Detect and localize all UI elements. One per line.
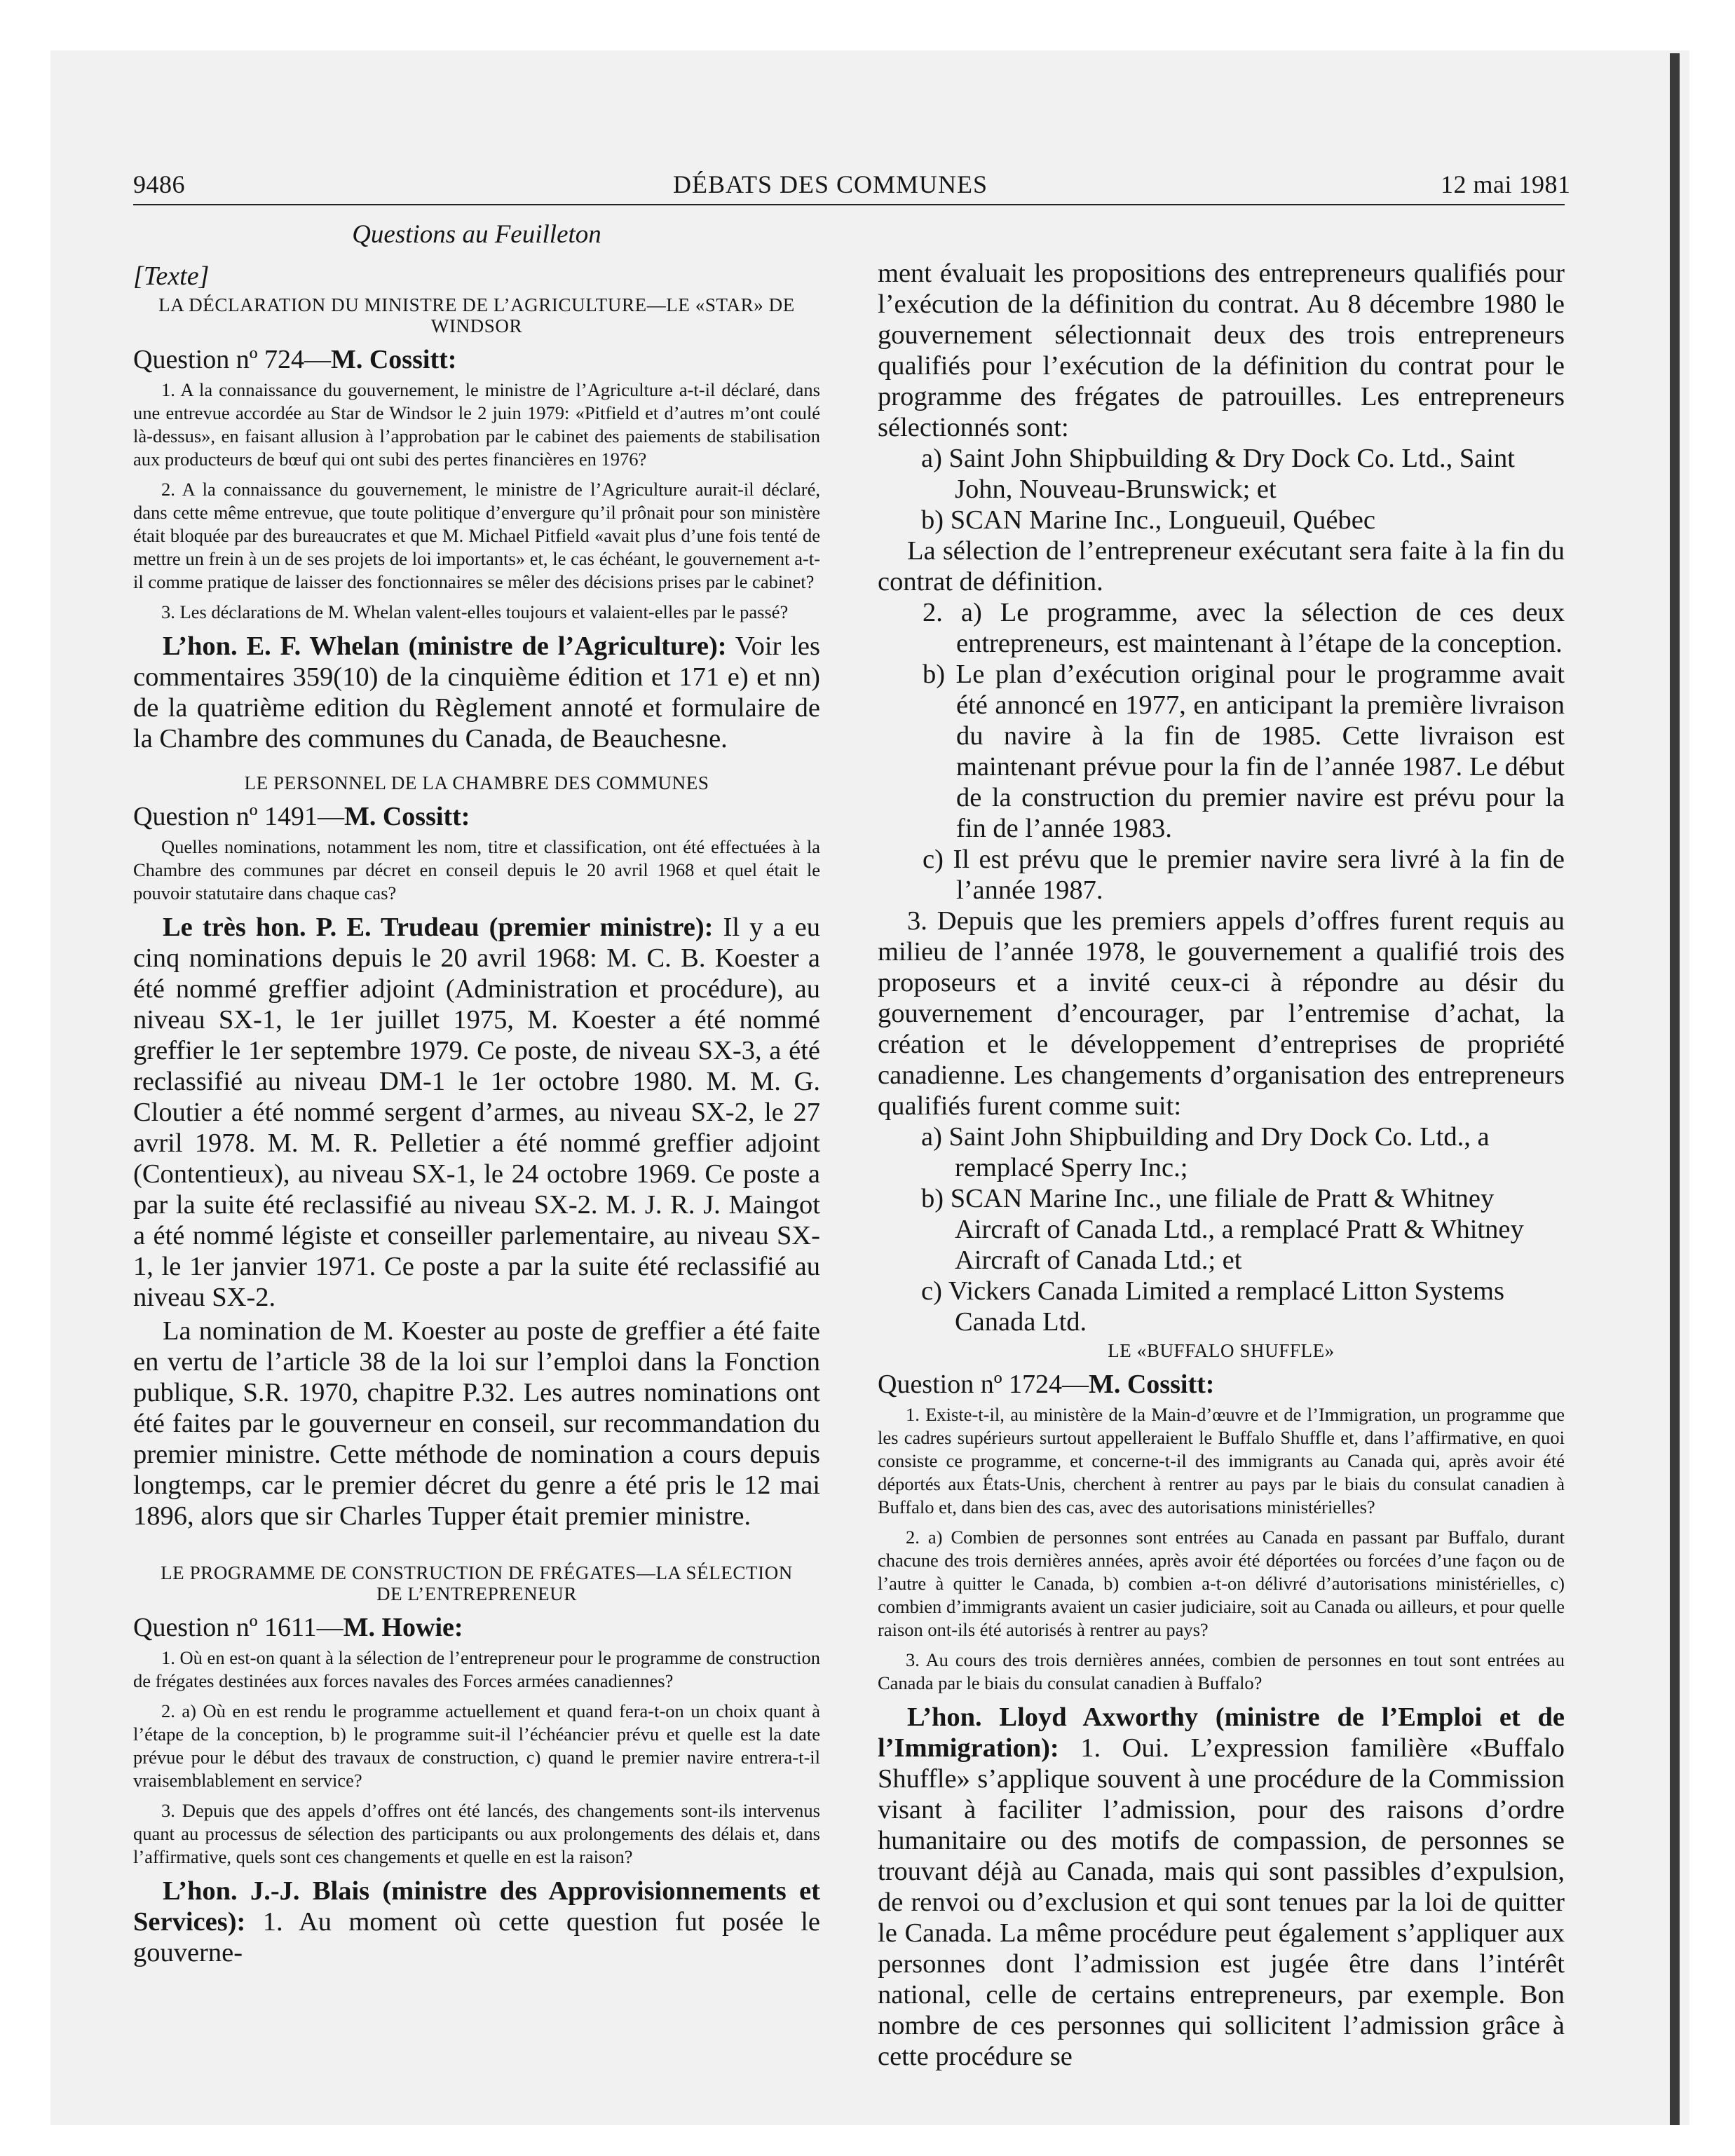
q1611-caption: LE PROGRAMME DE CONSTRUCTION DE FRÉGATES—LA SÉLECTION DE L’ENTREPRENEUR: [161, 1562, 793, 1604]
answer-3: 3. Depuis que les premiers appels d’offres furent requis au milieu de l’année 1978, le gouvernement a qualifié trois des proposeurs et a invité ceux-ci à répondre au désir du gouvernement d’encourager, par l’entremise d’achat, la création et le développement d’entreprises de propriété canadienne. Les changements d’organisation des entrepreneurs qualifiés furent comme suit:: [878, 906, 1565, 1121]
q1724-heading: Question nº 1724—M. Cossitt:: [878, 1370, 1215, 1399]
change-a: a) Saint John Shipbuilding and Dry Dock Co. Ltd., a remplacé Sperry Inc.;: [921, 1122, 1490, 1182]
running-title: DÉBATS DES COMMUNES: [673, 170, 988, 198]
selected-contractor-a: a) Saint John Shipbuilding & Dry Dock Co. Ltd., Saint John, Nouveau-Brunswick; et: [921, 444, 1515, 504]
answer-2b: b) Le plan d’exécution original pour le programme avait été annoncé en 1977, en anticipant la première livraison du navire à la fin de 1985. Cette livraison est maintenant prévue pour la fin de l’année 1987. Le début de la construction du premier navire est prévu pour la fin de l’année 1983.: [923, 660, 1565, 843]
q1491-answer: Le très hon. P. E. Trudeau (premier ministre): Il y a eu cinq nominations depuis le 20 avril 1968: M. C. B. Koester a été nommé greffier adjoint (Administration et procédure), au niveau SX-1, le 1er juillet 1975, M. Koester a été nommé greffier le 1er septembre 1979. Ce poste, de niveau SX-3, a été reclassifié au niveau DM-1 le 1er octobre 1980. M. M. G. Cloutier a été nommé sergent d’armes, au niveau SX-2, le 27 avril 1978. M. M. R. Pelletier a été nommé greffier adjoint (Contentieux), au niveau SX-1, le 24 octobre 1969. Ce poste a par la suite été reclassifié au niveau SX-2. M. J. R. J. Maingot a été nommé légiste et conseiller parlementaire, au niveau SX-1, le 1er janvier 1971. Ce poste a par la suite été reclassifié au niveau SX-2.: [133, 913, 820, 1312]
q1491-answer-continued: La nomination de M. Koester au poste de greffier a été faite en vertu de l’article 38 de la loi sur l’emploi dans la Fonction publique, S.R. 1970, chapitre P.32. Les autres nominations ont été faites par le gouverneur en conseil, sur recommandation du premier ministre. Cette méthode de nomination a cours depuis longtemps, car le premier décret du genre a été pris le 12 mai 1896, alors que sir Charles Tupper était premier ministre.: [133, 1316, 820, 1531]
q724-answer: L’hon. E. F. Whelan (ministre de l’Agriculture): Voir les commentaires 359(10) de la cinquième édition et 171 e) et nn) de la quatrième edition du Règlement annoté et formulaire de la Chambre des communes du Canada, de Beauchesne.: [133, 632, 820, 753]
q1724-part-3: 3. Au cours des trois dernières années, combien de personnes en tout sont entrées au Canada par le biais du consulat canadien à Buffalo?: [878, 1649, 1565, 1693]
q1611-part-2: 2. a) Où en est rendu le programme actuellement et quand fera-t-on un choix quant à l’étape de la conception, b) le programme suit-il l’échéancier prévu et quelle est la date prévue pour le début des travaux de construction, c) quand le premier navire entrera-t-il vraisemblablement en service?: [133, 1700, 820, 1791]
header-rule: [133, 204, 1565, 205]
page-number: 9486: [133, 170, 185, 198]
page-date: 12 mai 1981: [1441, 170, 1571, 198]
q1491-question: Quelles nominations, notamment les nom, titre et classification, ont été effectuées à la Chambre des communes par décret en conseil depuis le 20 avril 1968 et quel était le pouvoir statutaire dans chaque cas?: [133, 836, 820, 903]
q724-caption: LA DÉCLARATION DU MINISTRE DE L’AGRICULTURE—LE «STAR» DE WINDSOR: [158, 294, 795, 336]
q724-part-2: 2. A la connaissance du gouvernement, le ministre de l’Agriculture aurait-il déclaré, dans cette même entrevue, que toute politique d’envergure qu’il prônait pour son ministère était bloquée par des bureaucrates et que M. Michael Pitfield «avait plus d’une fois tenté de mettre un frein à un de ses projets de loi importants» et, le cas échéant, le gouvernement a-t-il comme pratique de laisser des fonctionnaires se mêler des décisions prises par le cabinet?: [133, 479, 820, 592]
q1724-part-1: 1. Existe-t-il, au ministère de la Main-d’œuvre et de l’Immigration, un programme que les cadres supérieurs surtout appelleraient le Buffalo Shuffle et, dans l’affirmative, en quoi consiste ce programme, et concerne-t-il des immigrants au Canada qui, après avoir été déportés aux États-Unis, cherchent à rentrer au pays par le biais du consulat canadien à Buffalo et, dans bien des cas, avec des autorisations ministérielles?: [878, 1404, 1565, 1517]
q724-part-3: 3. Les déclarations de M. Whelan valent-elles toujours et valaient-elles par le passé?: [161, 601, 789, 622]
change-c: c) Vickers Canada Limited a remplacé Litton Systems Canada Ltd.: [921, 1276, 1504, 1337]
q1611-answer: L’hon. J.-J. Blais (ministre des Approvisionnements et Services): 1. Au moment où cette question fut posée le gouverne-: [133, 1876, 820, 1967]
answer-2c: c) Il est prévu que le premier navire sera livré à la fin de l’année 1987.: [923, 845, 1565, 905]
q1611-part-1: 1. Où en est-on quant à la sélection de l’entrepreneur pour le programme de construction de frégates destinées aux forces navales des Forces armées canadiennes?: [133, 1647, 820, 1691]
q1491-caption: LE PERSONNEL DE LA CHAMBRE DES COMMUNES: [244, 772, 709, 793]
right-column: [878, 258, 1565, 2075]
q1724-answer: L’hon. Lloyd Axworthy (ministre de l’Emploi et de l’Immigration): 1. Oui. L’expression familière «Buffalo Shuffle» s’applique souvent à une procédure de la Commission visant à faciliter l’admission, pour des raisons d’ordre humanitaire ou des motifs de compassion, de personnes se trouvant déjà au Canada, mais qui sont passibles d’expulsion, de renvoi ou d’exclusion et qui sont tenues par la loi de quitter le Canada. La même procédure peut également s’appliquer aux personnes dont l’admission est jugée être dans l’intérêt national, celle de certains entrepreneurs, par exemple. Bon nombre de ces personnes qui sollicitent l’admission grâce à cette procédure se: [878, 1703, 1565, 2071]
q1611-heading: Question nº 1611—M. Howie:: [133, 1613, 463, 1642]
texte-marker: [Texte]: [133, 261, 210, 291]
q1724-part-2: 2. a) Combien de personnes sont entrées au Canada en passant par Buffalo, durant chacune des trois dernières années, après avoir été déportées ou forcées d’une façon ou de l’autre à quitter le Canada, b) combien a-t-on délivré d’autorisations ministérielles, c) combien d’immigrants avaient un casier judiciaire, soit au Canada ou ailleurs, et pour quelle raison ont-ils été autorisés à rentrer au pays?: [878, 1527, 1565, 1640]
q1611-part-3: 3. Depuis que des appels d’offres ont été lancés, des changements sont-ils intervenus quant au processus de sélection des participants ou aux prolongements des délais et, dans l’affirmative, quels sont ces changements et quelle en est la raison?: [133, 1800, 820, 1867]
q1491-heading: Question nº 1491—M. Cossitt:: [133, 802, 470, 831]
left-column: [133, 219, 820, 1971]
selection-note: La sélection de l’entrepreneur exécutant sera faite à la fin du contrat de définition.: [878, 536, 1565, 596]
q1611-answer-continued: ment évaluait les propositions des entrepreneurs qualifiés pour l’exécution de la définition du contrat. Au 8 décembre 1980 le gouvernement sélectionnait deux des trois entrepreneurs qualifiés pour l’exécution de la définition du contrat pour le programme des frégates de patrouilles. Les entrepreneurs sélectionnés sont:: [878, 259, 1565, 442]
q724-heading: Question nº 724—M. Cossitt:: [133, 345, 457, 374]
scan-edge-bar: [1670, 53, 1680, 2125]
selected-contractor-b: b) SCAN Marine Inc., Longueuil, Québec: [921, 505, 1375, 535]
answer-2a: 2. a) Le programme, avec la sélection de ces deux entrepreneurs, est maintenant à l’étape de la conception.: [923, 598, 1565, 658]
q1724-caption: LE «BUFFALO SHUFFLE»: [1108, 1340, 1335, 1361]
q724-part-1: 1. A la connaissance du gouvernement, le ministre de l’Agriculture a-t-il déclaré, dans une entrevue accordée au Star de Windsor le 2 juin 1979: «Pitfield et d’autres m’ont coulé là-dessus», en faisant allusion à l’approbation par le cabinet des paiements de stabilisation aux producteurs de bœuf qui ont subi des pertes financières en 1976?: [133, 379, 820, 470]
change-b: b) SCAN Marine Inc., une filiale de Pratt & Whitney Aircraft of Canada Ltd., a remplacé Pratt & Whitney Aircraft of Canada Ltd.; et: [921, 1184, 1524, 1275]
section-heading: Questions au Feuilleton: [352, 220, 601, 249]
